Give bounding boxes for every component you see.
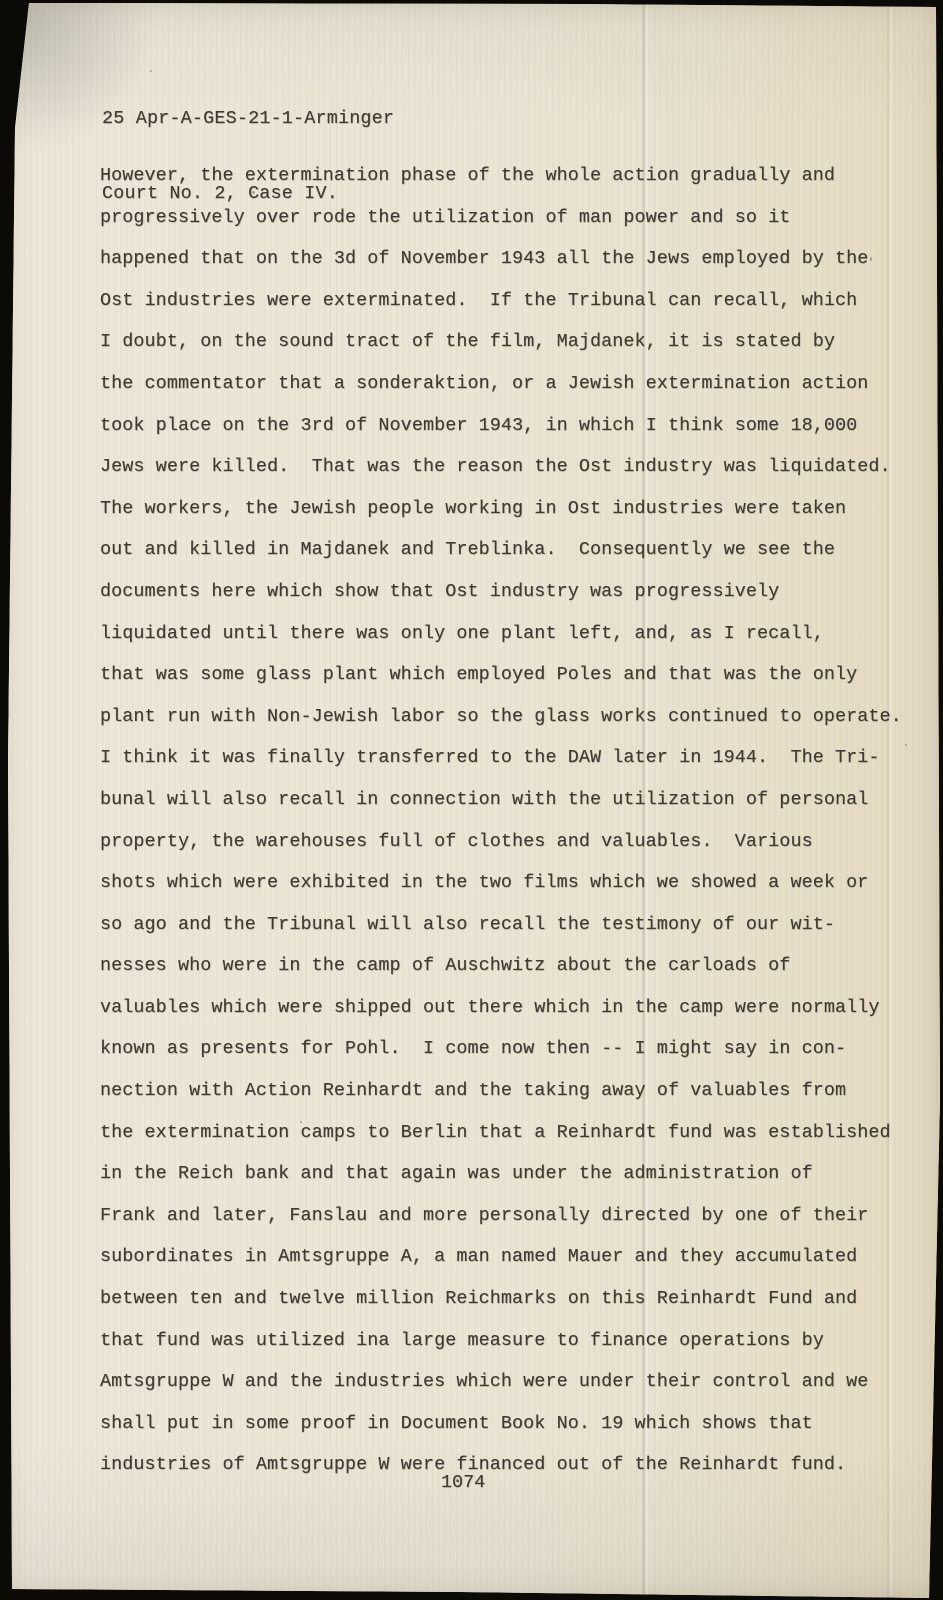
text-line: The workers, the Jewish people working in Ost industries were taken bbox=[100, 497, 847, 519]
ink-speck bbox=[150, 70, 152, 72]
text-line: However, the extermination phase of the whole action gradually and bbox=[100, 165, 835, 186]
text-line: shall put in some proof in Document Book No. 19 which shows that bbox=[100, 1412, 813, 1434]
text-line: industries of Amtsgruppe W were financed out of the Reinhardt fund. bbox=[100, 1454, 847, 1476]
text-line: bunal will also recall in connection with the utilization of personal bbox=[100, 788, 869, 810]
ink-speck bbox=[689, 961, 691, 963]
text-line: documents here which show that Ost industry was progressively bbox=[100, 580, 780, 602]
text-line: Ost industries were exterminated. If the Tribunal can recall, which bbox=[100, 289, 858, 311]
text-line: so ago and the Tribunal will also recall the testimony of our wit- bbox=[100, 913, 835, 935]
text-line: I think it was finally transferred to the DAW later in 1944. The Tri- bbox=[100, 747, 880, 769]
text-line: plant run with Non-Jewish labor so the glass works continued to operate. bbox=[100, 705, 902, 727]
text-line: in the Reich bank and that again was under the administration of bbox=[100, 1163, 813, 1185]
text-line: property, the warehouses full of clothes and valuables. Various bbox=[100, 830, 813, 852]
ink-speck bbox=[252, 191, 255, 194]
text-line: liquidated until there was only one plant left, and, as I recall, bbox=[100, 622, 824, 644]
text-line: valuables which were shipped out there which in the camp were normally bbox=[100, 996, 880, 1018]
text-line: I doubt, on the sound tract of the film, Majdanek, it is stated by bbox=[100, 331, 835, 353]
header-reference-line: 25 Apr-A-GES-21-1-Arminger bbox=[102, 108, 395, 129]
text-line: out and killed in Majdanek and Treblinka. Consequently we see the bbox=[100, 539, 835, 561]
text-line: progressively over rode the utilization of man power and so it bbox=[100, 206, 791, 228]
text-line: the extermination camps to Berlin that a Reinhardt fund was established bbox=[100, 1121, 891, 1143]
ink-speck bbox=[300, 1121, 302, 1123]
header-court-case-line: Court No. 2, Case IV. bbox=[102, 183, 338, 204]
page-number: 1074 bbox=[441, 1472, 486, 1493]
text-line: known as presents for Pohl. I come now then -- I might say in con- bbox=[100, 1038, 847, 1060]
text-line: shots which were exhibited in the two films which we showed a week or bbox=[100, 872, 869, 894]
text-line: that fund was utilized ina large measure to finance operations by bbox=[100, 1329, 824, 1351]
text-line: took place on the 3rd of November 1943, in which I think some 18,000 bbox=[100, 414, 858, 436]
text-line: Amtsgruppe W and the industries which were under their control and we bbox=[100, 1371, 869, 1393]
ink-speck bbox=[870, 257, 872, 261]
ink-speck bbox=[905, 744, 907, 746]
text-line: nesses who were in the camp of Auschwitz about the carloads of bbox=[100, 955, 791, 977]
body-text bbox=[100, 155, 902, 1486]
text-line: happened that on the 3d of November 1943 all the Jews employed by the bbox=[100, 248, 869, 270]
text-line: Jews were killed. That was the reason the Ost industry was liquidated. bbox=[100, 456, 891, 478]
text-line: between ten and twelve million Reichmarks on this Reinhardt Fund and bbox=[100, 1288, 858, 1310]
text-line: nection with Action Reinhardt and the taking away of valuables from bbox=[100, 1080, 847, 1102]
text-line: subordinates in Amtsgruppe A, a man named Mauer and they accumulated bbox=[100, 1246, 858, 1268]
text-line: the commentator that a sonderaktion, or a Jewish extermination action bbox=[100, 372, 869, 394]
text-line: Frank and later, Fanslau and more personally directed by one of their bbox=[100, 1204, 869, 1226]
text-line: that was some glass plant which employed Poles and that was the only bbox=[100, 664, 858, 686]
